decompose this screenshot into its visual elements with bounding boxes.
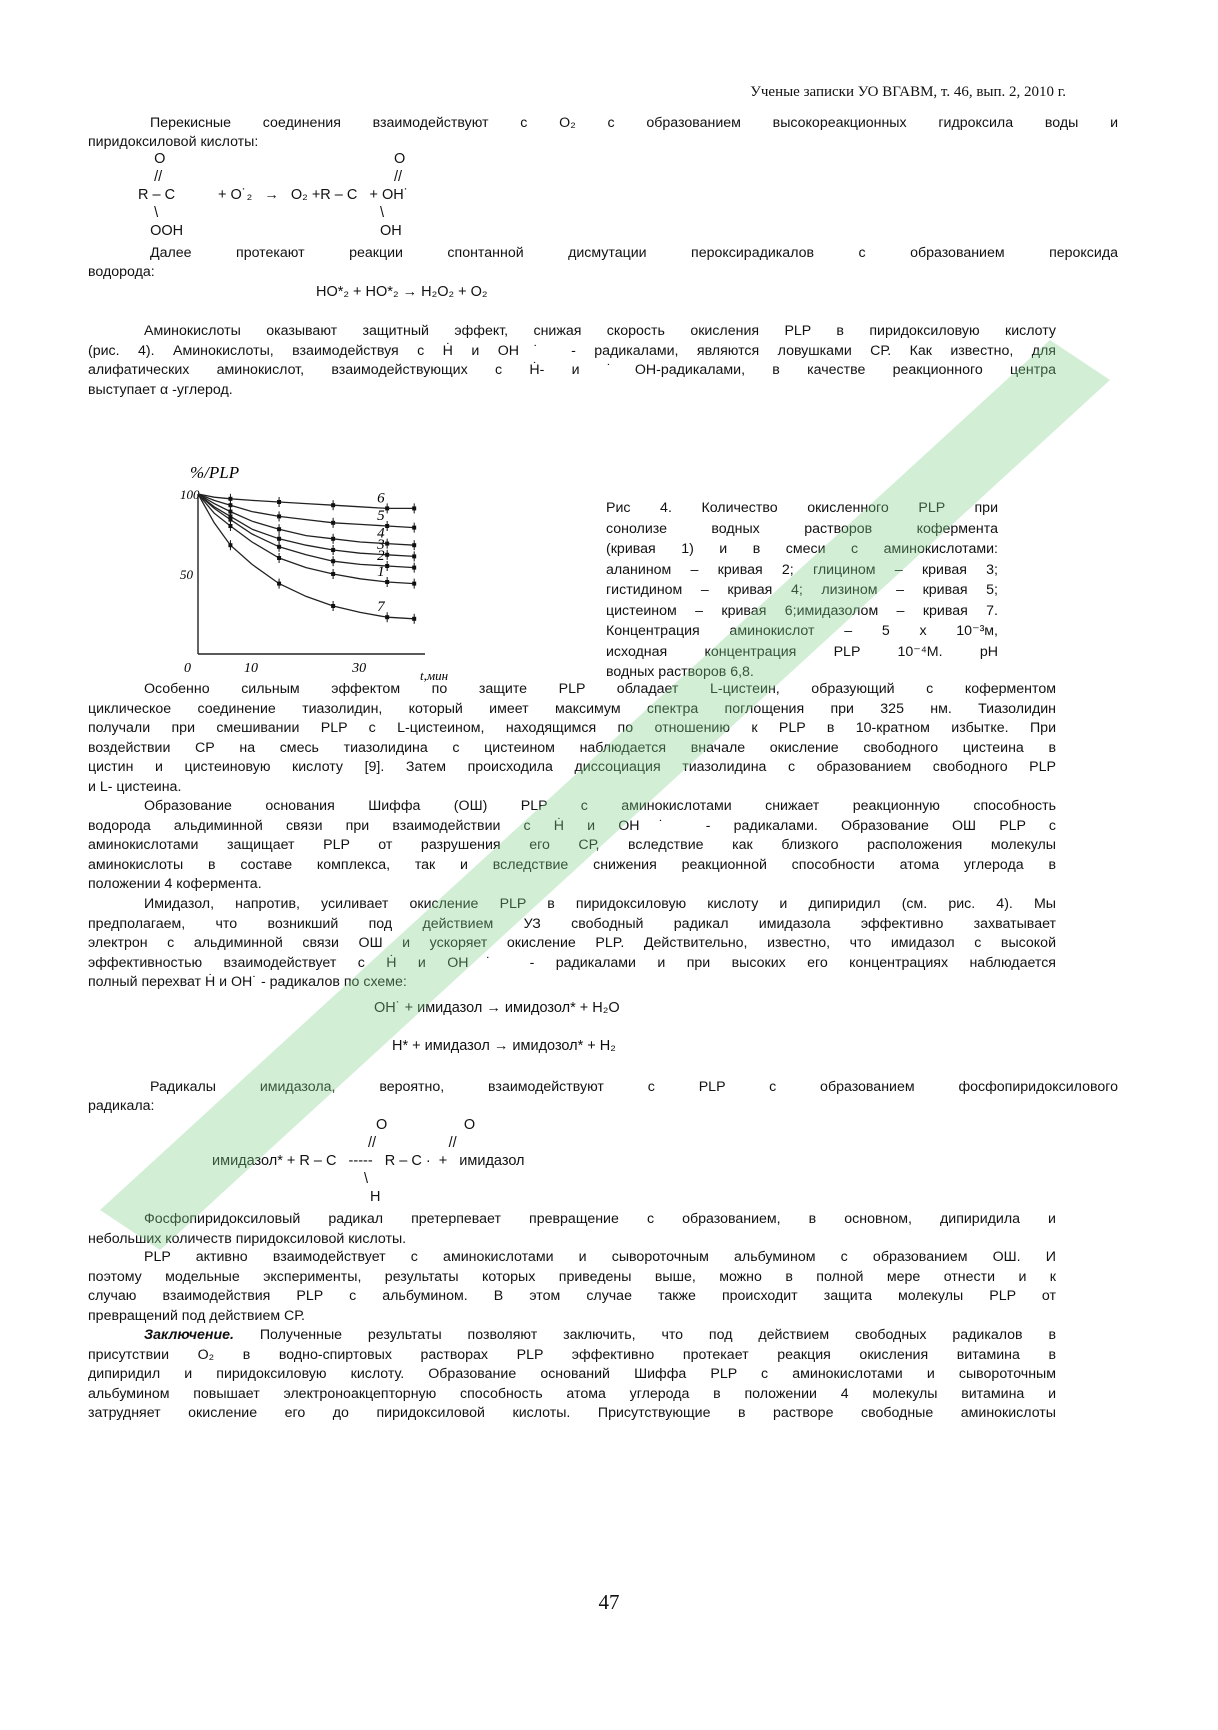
chem-reactant: O // R – C \ OOH: [138, 151, 184, 239]
conclusion-label: Заключение.: [144, 1327, 234, 1343]
equation-imidazole-h: H* + имидазол → имидозол* + H₂: [392, 1038, 616, 1054]
chem2-hydrogen: H: [370, 1189, 381, 1205]
chem-product-top: O //: [394, 151, 406, 185]
series-label-3: 3: [377, 536, 385, 553]
paragraph-radicals: Радикалы имидазола, вероятно, взаимодействуют с PLP с образованием фосфопиридоксилового: [150, 1079, 1118, 1095]
paragraph-cysteine: Особенно сильным эффектом по защите PLP обладает L-цистеин, образующий с коферментом циклическое соединение тиазолидин, который имеет максимум спектра поглощения при 325 нм. Тиазолидин получали при смешивании PLP с L-цистеином, находящимся по отношению к PLP в 10-кратном избытке. При воздействии СР на смесь тиазолидина с цистеином наблюдается вначале окисление свободного цистеина в цистин и цистеиновую кислоту [9]. Затем происходила диссоциация тиазолидина с образованием свободного PLP и L- цистеина.: [88, 681, 1056, 795]
x-tick-label: 0: [184, 661, 191, 676]
chem-reaction-operator: + O˙₂ → O₂ +R – C + OH˙: [218, 187, 409, 203]
paragraph-albumin: PLP активно взаимодействует с аминокислотами и сывороточным альбумином с образованием ОШ. И поэтому модельные эксперименты, результаты которых приведены выше, можно в полной мере отнести и к случаю взаимодействия PLP с альбумином. В этом случае также происходит защита молекулы PLP от превращений под действием СР.: [88, 1249, 1056, 1324]
series-label-6: 6: [377, 490, 385, 507]
chem-product-bottom: \ OH: [380, 205, 402, 239]
paragraph-peroxide-cont: пиридоксиловой кислоты:: [88, 134, 259, 150]
equation-peroxide: HO*₂ + HO*₂ → H₂O₂ + O₂: [316, 284, 488, 300]
paragraph-conclusion: Заключение. Полученные результаты позволяют заключить, что под действием свободных радикалов в присутствии O₂ в водно-спиртовых растворах PLP эффективно протекает реакция окисления витамина в дипиридил и пиридоксиловую кислоту. Образование оснований Шиффа PLP с аминокислотами и сывороточным альбумином повышает электроноакцепторную способность атома углерода в положении 4 молекулы витамина и затрудняет окисление его до пиридоксиловой кислоты. Присутствующие в растворе свободные аминокислоты: [88, 1327, 1056, 1421]
paragraph-peroxide: Перекисные соединения взаимодействуют с O₂ с образованием высокореакционных гидроксила воды и: [150, 115, 1118, 131]
page-number: 47: [598, 1590, 620, 1614]
paragraph-amino-acids: Аминокислоты оказывают защитный эффект, снижая скорость окисления PLP в пиридоксиловую кислоту (рис. 4). Аминокислоты, взаимодействуя с Ḣ и OH˙ - радикалами, являются ловушками СР. Как известно, для алифатических аминокислот, взаимодействующих с Ḣ- и ˙OH-радикалами, в качестве реакционного центра выступает α -углерод.: [88, 323, 1056, 398]
y-tick-label: 100: [180, 487, 200, 502]
chem2-main: имидазол* + R – C ----- R – C · + имидазол: [212, 1153, 525, 1169]
chart-ylabel: %/PLP: [190, 463, 240, 482]
figure-4-chart: [180, 458, 510, 686]
chart-xlabel: t,мин: [420, 668, 449, 683]
paragraph-radicals-cont: радикала:: [88, 1098, 155, 1114]
x-tick-label: 30: [352, 661, 367, 676]
series-label-2: 2: [377, 548, 385, 564]
x-tick-label: 10: [244, 661, 259, 676]
series-label-7: 7: [377, 599, 385, 616]
paragraph-dismutation-cont: водорода:: [88, 264, 155, 280]
figure-4-caption: Рис 4. Количество окисленного PLP при сонолизе водных растворов кофермента (кривая 1) и в смеси с аминокислотами: аланином – кривая 2; глицином – кривая 3; гистидином – кривая 4; лизином – кривая 5; цистеином – кривая 6;имидазолом – кривая 7. Концентрация аминокислот – 5 x 10⁻³м, исходная концентрация PLP 10⁻⁴M. pH водных растворов 6,8.: [606, 500, 998, 680]
paragraph-schiff-base: Образование основания Шиффа (ОШ) PLP с аминокислотами снижает реакционную способность водорода альдиминной связи при взаимодействии с Ḣ и OH˙ - радикалами. Образование ОШ PLP с аминокислотами защищает PLP от разрушения его СР, вследствие как близкого расположения молекулы аминокислоты в составе комплекса, так и вследствие снижения реакционной способности атома углерода в положении 4 кофермента.: [88, 798, 1056, 892]
y-tick-label: 50: [180, 567, 193, 582]
chem2-bond: \: [364, 1171, 369, 1187]
paragraph-phosphopyridoxyl: Фосфопиридоксиловый радикал претерпевает превращение с образованием, в основном, дипиридила и небольших количеств пиридоксиловой кислоты.: [88, 1211, 1056, 1247]
chart-series: [198, 490, 416, 623]
chem2-oxygens: O O: [376, 1117, 476, 1133]
series-label-1: 1: [377, 564, 385, 580]
equation-imidazole-oh: OH˙ + имидазол → имидозол* + H₂O: [374, 1000, 620, 1016]
journal-header: Ученые записки УО ВГАВМ, т. 46, вып. 2, 2010 г.: [750, 84, 1066, 100]
paragraph-imidazole: Имидазол, напротив, усиливает окисление PLP в пиридоксиловую кислоту и дипиридил (см. рис. 4). Мы предполагаем, что возникший под действием УЗ свободный радикал имидазола эффективно захватывает электрон с альдиминной связи ОШ и ускоряет окисление PLP. Действительно, известно, что имидазол с высокой эффективностью взаимодействует с Ḣ и OH˙ - радикалами и при высоких его концентрациях наблюдается полный перехват Ḣ и OH˙ - радикалов по схеме:: [88, 896, 1056, 990]
series-label-5: 5: [377, 508, 385, 524]
paragraph-dismutation: Далее протекают реакции спонтанной дисмутации пероксирадикалов с образованием пероксида: [150, 245, 1118, 261]
series-label-4: 4: [377, 525, 385, 542]
chem2-double-bonds: // //: [368, 1135, 457, 1151]
